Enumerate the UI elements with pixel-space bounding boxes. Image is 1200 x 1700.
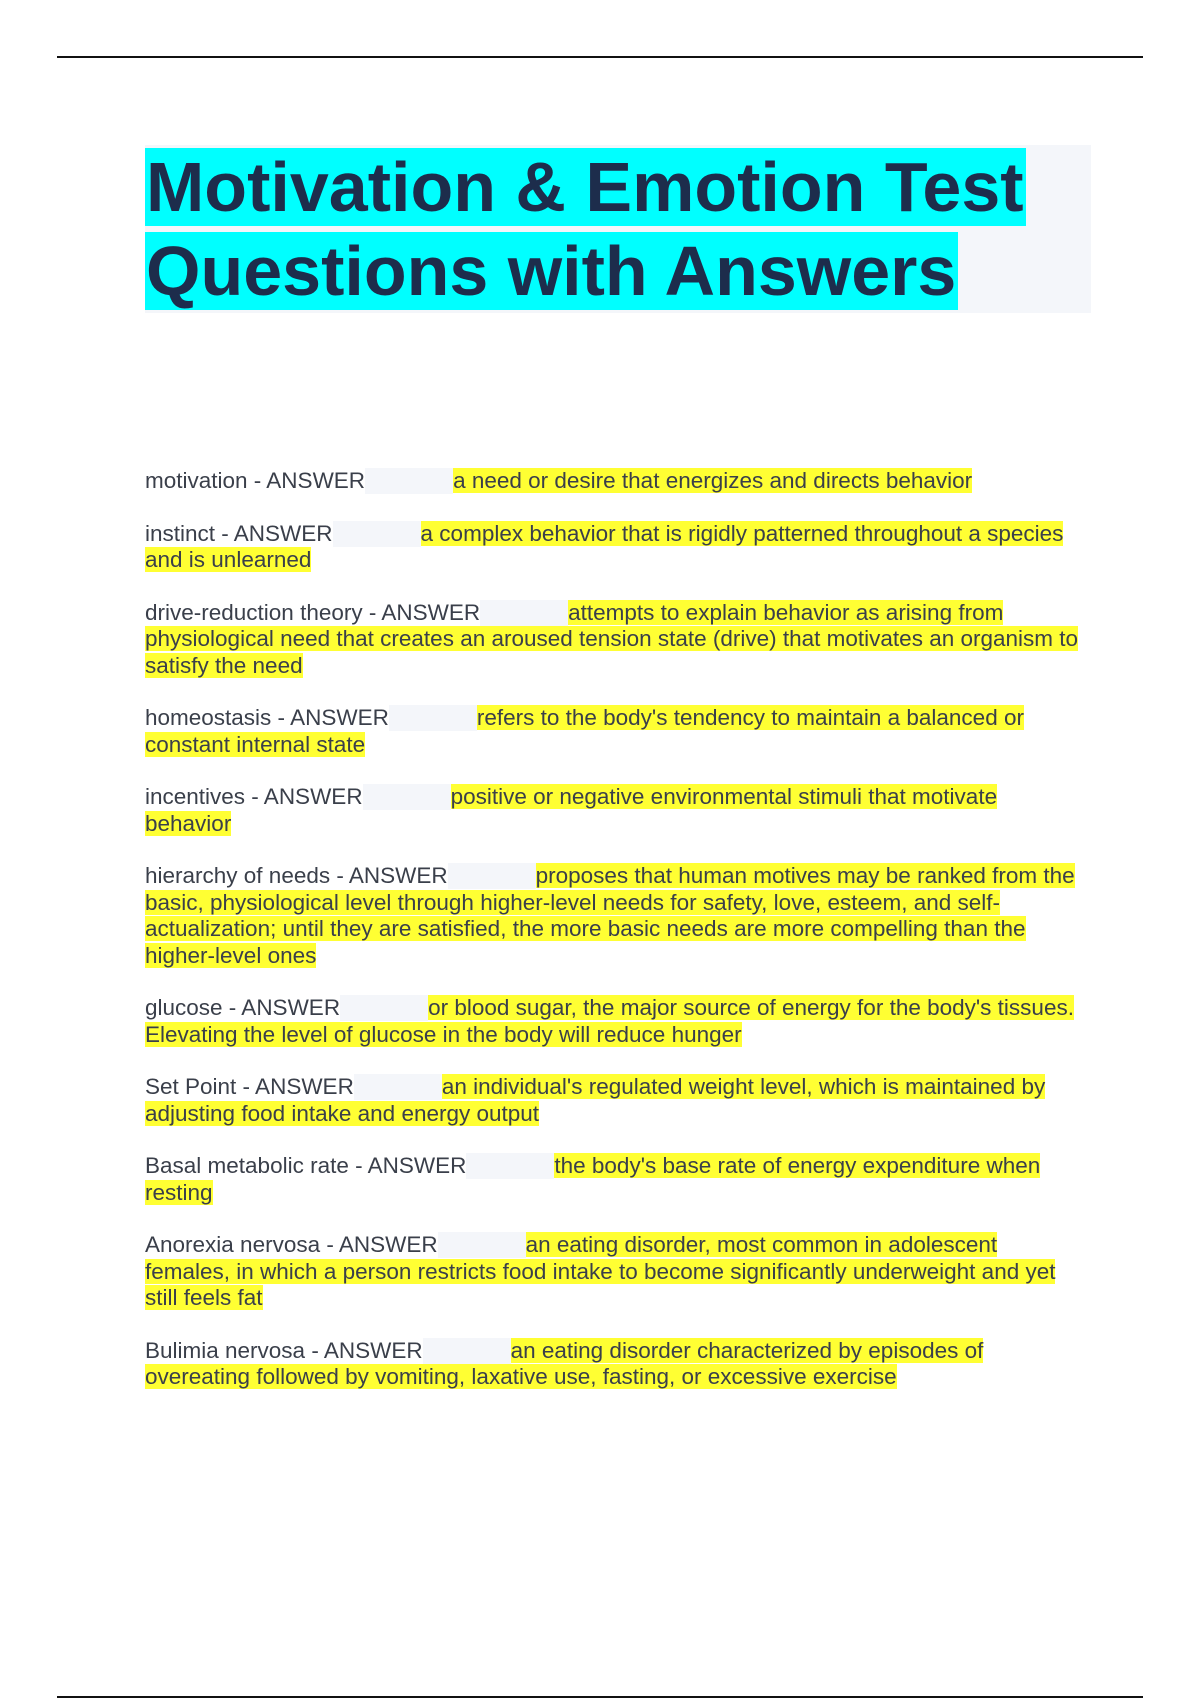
- qa-entry: [145, 1153, 1085, 1206]
- term: glucose - ANSWER: [145, 995, 341, 1020]
- answer-gap: [389, 705, 477, 731]
- answer-gap: [448, 863, 536, 889]
- top-rule: [57, 56, 1143, 58]
- definition: refers to the body's tendency to maintain a balanced or constant internal state: [145, 705, 1024, 757]
- qa-entry: [145, 784, 1085, 837]
- term: homeostasis - ANSWER: [145, 705, 389, 730]
- definition: an individual's regulated weight level, which is maintained by adjusting food intake and energy output: [145, 1074, 1046, 1126]
- title-block: [145, 145, 1091, 313]
- qa-entry: [145, 521, 1085, 574]
- term: instinct - ANSWER: [145, 520, 333, 546]
- qa-entry: [145, 468, 1085, 495]
- qa-entry: [145, 1074, 1085, 1127]
- qa-entry: [145, 600, 1085, 680]
- term: hierarchy of needs - ANSWER: [145, 863, 448, 888]
- page-title: [145, 145, 1091, 313]
- title-line-2: Questions with Answers: [146, 232, 957, 310]
- qa-entry: [145, 995, 1085, 1048]
- definition: proposes that human motives may be ranked from the basic, physiological level through higher-level needs for safety, love, esteem, and self-actualization; until they are satisfied, the more basic needs are more compelling than the higher-level ones: [145, 863, 1075, 968]
- term: Basal metabolic rate - ANSWER: [145, 1153, 467, 1178]
- answer-gap: [480, 600, 568, 626]
- definition: a need or desire that energizes and directs behavior: [453, 468, 973, 493]
- answer-gap: [363, 784, 451, 810]
- answer-gap: [340, 995, 428, 1021]
- bottom-rule: [57, 1696, 1143, 1698]
- term: incentives - ANSWER: [145, 784, 363, 809]
- answer-gap: [354, 1074, 442, 1100]
- qa-list: [145, 468, 1085, 1417]
- term: drive-reduction theory - ANSWER: [145, 599, 481, 625]
- term: motivation - ANSWER: [145, 468, 366, 493]
- title-line-1: Motivation & Emotion Test: [146, 148, 1024, 226]
- definition: an eating disorder, most common in adolescent females, in which a person restricts food intake to become significantly underweight and yet still feels fat: [145, 1232, 1056, 1310]
- answer-gap: [466, 1153, 554, 1179]
- definition: attempts to explain behavior as arising from physiological need that creates an aroused tension state (drive) that motivates an organism to satisfy the need: [145, 599, 1079, 678]
- definition: positive or negative environmental stimuli that motivate behavior: [145, 784, 998, 836]
- qa-entry: [145, 705, 1085, 758]
- answer-gap: [365, 468, 453, 494]
- answer-gap: [333, 521, 421, 547]
- answer-gap: [423, 1338, 511, 1364]
- definition: an eating disorder characterized by episodes of overeating followed by vomiting, laxative use, fasting, or excessive exercise: [145, 1337, 984, 1389]
- term: Anorexia nervosa - ANSWER: [145, 1232, 438, 1257]
- term: Bulimia nervosa - ANSWER: [145, 1337, 423, 1363]
- qa-entry: [145, 1232, 1085, 1312]
- term: Set Point - ANSWER: [145, 1074, 354, 1099]
- answer-gap: [438, 1232, 526, 1258]
- qa-entry: [145, 863, 1085, 969]
- definition: or blood sugar, the major source of energy for the body's tissues. Elevating the level of glucose in the body will reduce hunger: [145, 995, 1074, 1047]
- definition: a complex behavior that is rigidly patterned throughout a species and is unlearned: [145, 520, 1064, 572]
- definition: the body's base rate of energy expenditure when resting: [145, 1153, 1041, 1205]
- qa-entry: [145, 1338, 1085, 1391]
